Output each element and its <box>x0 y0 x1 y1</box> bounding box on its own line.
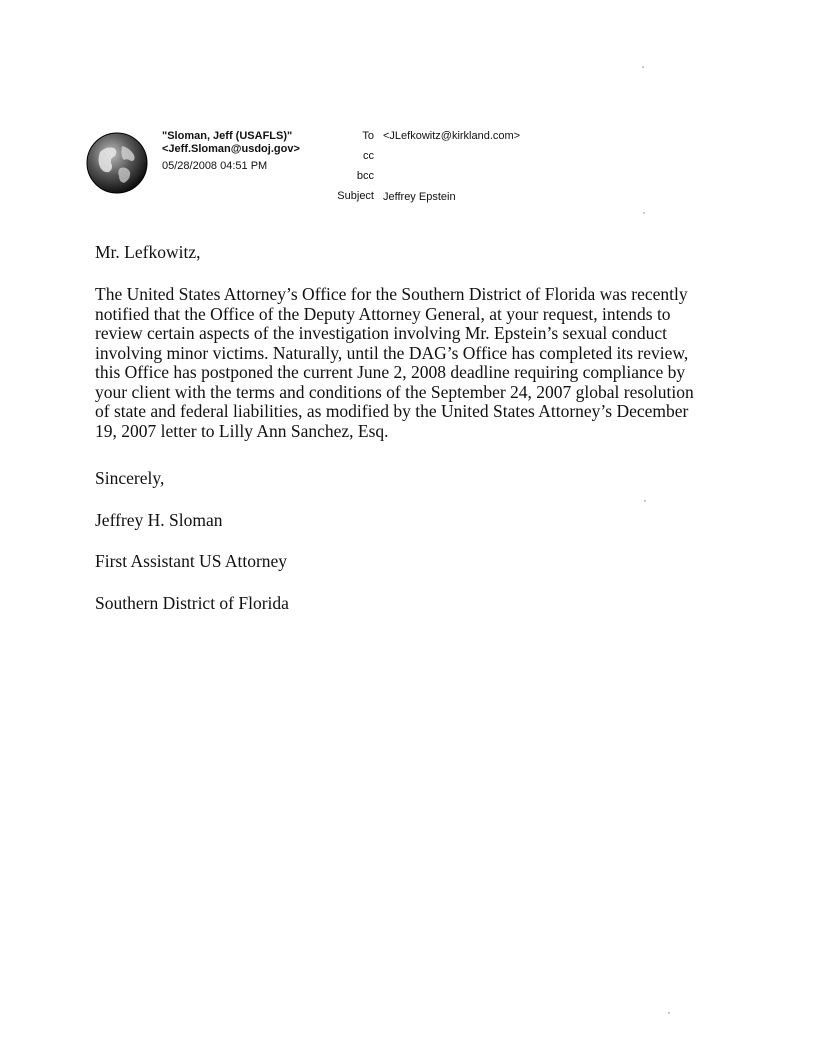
to-value: <JLefkowitz@kirkland.com> <box>383 130 521 142</box>
scan-speck <box>668 1012 670 1014</box>
bcc-label: bcc <box>356 170 374 182</box>
subject-value: Jeffrey Epstein <box>383 191 456 203</box>
to-label: To <box>362 130 374 142</box>
sender-avatar <box>86 132 148 194</box>
scan-speck <box>643 212 645 214</box>
body-paragraph: The United States Attorney’s Office for the Southern District of Florida was recently notified that the Office of the Deputy Attorney General, at your request, intends to review certain aspects of the investigation involving Mr. Epstein’s sexual conduct involving minor victims. Naturally, until the DAG’s Office has completed its review, this Office has postponed the current June 2, 2008 deadline requiring compliance by your client with the terms and conditions of the September 24, 2007 global resolution of state and federal liabilities, as modified by the United States Attorney’s December 19, 2007 letter to Lilly Ann Sanchez, Esq. <box>95 284 694 441</box>
signer-title: First Assistant US Attorney <box>95 551 288 571</box>
sender-name: "Sloman, Jeff (USAFLS)" <box>162 130 293 142</box>
greeting: Mr. Lefkowitz, <box>95 242 201 262</box>
signer-name: Jeffrey H. Sloman <box>95 510 223 530</box>
sender-info <box>162 130 300 173</box>
closing: Sincerely, <box>95 468 165 488</box>
globe-icon <box>86 132 148 194</box>
cc-label: cc <box>363 150 374 162</box>
subject-label: Subject <box>337 190 374 202</box>
signer-office: Southern District of Florida <box>95 593 289 613</box>
sent-date: 05/28/2008 04:51 PM <box>162 160 268 172</box>
scan-speck <box>642 66 644 68</box>
sender-email: <Jeff.Sloman@usdoj.gov> <box>162 143 300 155</box>
scan-speck <box>644 500 646 502</box>
